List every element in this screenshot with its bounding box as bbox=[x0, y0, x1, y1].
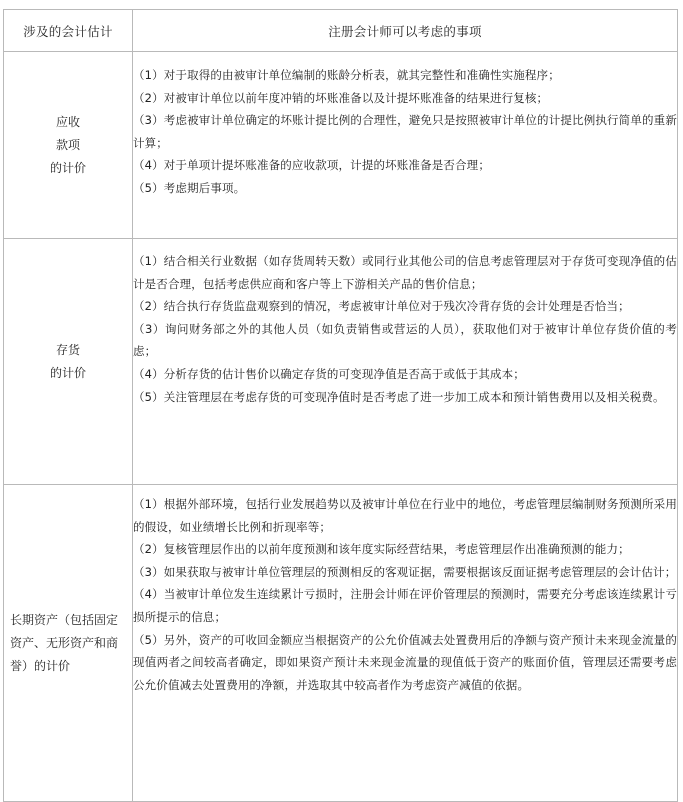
consideration-item: （5）另外，资产的可收回金额应当根据资产的公允价值减去处置费用后的净额与资产预计未来现金流量的现值两者之间较高者确定，即如果资产预计未来现金流量的现值低于资产的账面价值，管理层还需要考虑公允价值减去处置费用的净额，并选取其中较高者作为考虑资产减值的依据。 bbox=[133, 632, 677, 692]
header-considerations: 注册会计师可以考虑的事项 bbox=[133, 10, 678, 52]
consideration-item: （4）当被审计单位发生连续累计亏损时，注册会计师在评价管理层的预测时，需要充分考虑该连续累计亏损所提示的信息； bbox=[133, 587, 677, 624]
consideration-item: （2）复核管理层作出的以前年度预测和该年度实际经营结果，考虑管理层作出准确预测的能力； bbox=[133, 542, 630, 557]
consideration-item: （2）对被审计单位以前年度冲销的坏账准备以及计提坏账准备的结果进行复核； bbox=[133, 90, 549, 105]
category-line: 存货 bbox=[55, 342, 80, 357]
category-line: 资产、无形资产和商 bbox=[10, 635, 119, 650]
category-line: 应收 bbox=[55, 114, 80, 129]
table-row bbox=[4, 485, 678, 802]
considerations-cell bbox=[133, 52, 678, 239]
table-row bbox=[4, 239, 678, 485]
category-line: 的计价 bbox=[49, 365, 86, 380]
header-row bbox=[4, 10, 678, 52]
table-row bbox=[4, 52, 678, 239]
category-cell bbox=[4, 239, 133, 485]
consideration-item: （1）根据外部环境，包括行业发展趋势以及被审计单位在行业中的地位，考虑管理层编制财务预测所采用的假设，如业绩增长比例和折现率等； bbox=[133, 497, 677, 534]
category-line: 款项 bbox=[55, 137, 80, 152]
consideration-item: （3）考虑被审计单位确定的坏账计提比例的合理性，避免只是按照被审计单位的计提比例执行简单的重新计算； bbox=[133, 113, 677, 150]
header-estimate: 涉及的会计估计 bbox=[4, 10, 133, 52]
consideration-item: （3）询问财务部之外的其他人员（如负责销售或营运的人员），获取他们对于被审计单位存货价值的考虑； bbox=[133, 321, 677, 359]
consideration-item: （5）关注管理层在考虑存货的可变现净值时是否考虑了进一步加工成本和预计销售费用以及相关税费。 bbox=[133, 389, 665, 404]
category-cell bbox=[4, 52, 133, 239]
category-line: 誉）的计价 bbox=[10, 658, 71, 673]
category-line: 长期资产（包括固定 bbox=[10, 612, 119, 627]
considerations-cell bbox=[133, 239, 678, 485]
category-line: 的计价 bbox=[49, 160, 86, 175]
category-cell bbox=[4, 485, 133, 802]
consideration-item: （1）结合相关行业数据（如存货周转天数）或同行业其他公司的信息考虑管理层对于存货可变现净值的估计是否合理，包括考虑供应商和客户等上下游相关产品的售价信息； bbox=[133, 254, 677, 291]
accounting-estimates-table bbox=[3, 9, 678, 802]
considerations-cell bbox=[133, 485, 678, 802]
consideration-item: （1）对于取得的由被审计单位编制的账龄分析表，就其完整性和准确性实施程序； bbox=[133, 68, 560, 82]
consideration-item: （4）分析存货的估计售价以确定存货的可变现净值是否高于或低于其成本； bbox=[133, 366, 525, 381]
consideration-item: （2）结合执行存货监盘观察到的情况，考虑被审计单位对于残次冷背存货的会计处理是否恰当； bbox=[133, 299, 630, 314]
consideration-item: （4）对于单项计提坏账准备的应收款项，计提的坏账准备是否合理； bbox=[133, 158, 490, 173]
consideration-item: （3）如果获取与被审计单位管理层的预测相反的客观证据，需要根据该反面证据考虑管理层的会计估计； bbox=[133, 564, 677, 579]
consideration-item: （5）考虑期后事项。 bbox=[133, 180, 246, 195]
